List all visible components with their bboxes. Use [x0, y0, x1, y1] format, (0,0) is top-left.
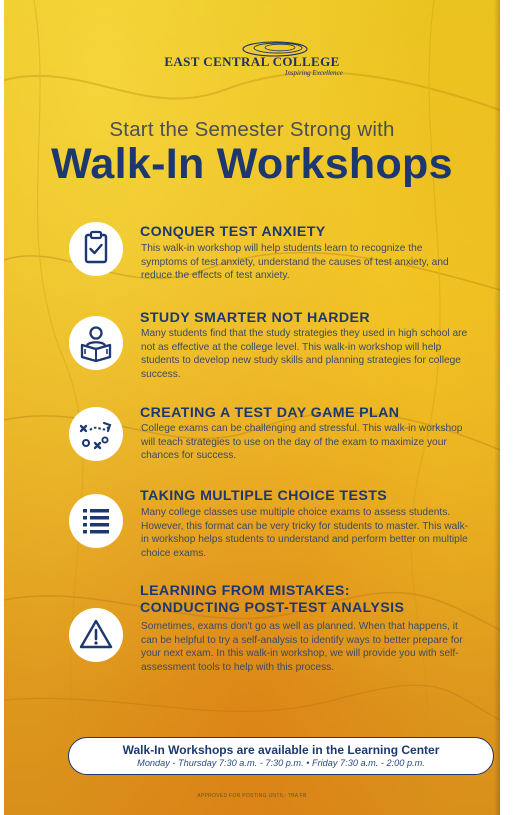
workshop-description: This walk-in workshop will help students learn to recognize the symptoms of test anxiety, understand the causes of test anxiety, and reduce the effects of test anxiety.: [141, 243, 449, 282]
warning-icon: [69, 608, 123, 662]
person-reading-icon: [69, 316, 123, 370]
workshop-flyer: [4, 0, 500, 815]
workshop-description: College exams can be challenging and stressful. This walk-in workshop will teach strategies to use on the day of the exam to maximize your chances for success.: [141, 423, 463, 462]
availability-text: Walk-In Workshops are available in the Learning Center: [122, 743, 440, 757]
workshop-title: CONQUER TEST ANXIETY: [140, 224, 326, 240]
workshop-description: Many students find that the study strategies they used in high school are not as effective at the college level. This walk-in workshop will help students to develop new study skills and planning strategies for college success.: [141, 328, 468, 380]
hours-text: Monday - Thursday 7:30 a.m. - 7:30 p.m. • Friday 7:30 a.m. - 2:00 p.m.: [137, 758, 425, 768]
game-plan-icon: [69, 407, 123, 461]
workshop-title: STUDY SMARTER NOT HARDER: [140, 310, 371, 326]
workshop-title-line1: LEARNING FROM MISTAKES:: [140, 583, 350, 599]
workshop-title: TAKING MULTIPLE CHOICE TESTS: [140, 488, 388, 504]
poster-subtitle: Start the Semester Strong with: [109, 118, 395, 141]
workshop-title-line2: CONDUCTING POST-TEST ANALYSIS: [140, 600, 405, 616]
college-name: EAST CENTRAL COLLEGE: [164, 54, 340, 69]
poster-title: Walk-In Workshops: [51, 140, 453, 188]
posting-approval: APPROVED FOR POSTING UNTIL: TBA FB: [197, 793, 307, 799]
clipboard-check-icon: [69, 222, 123, 276]
workshop-description: Many college classes use multiple choice exams to assess students. However, this format can be very tricky for students to master. This walk-in workshop helps students to understand and perform better on multiple choice exams.: [141, 507, 469, 559]
workshop-title: CREATING A TEST DAY GAME PLAN: [140, 405, 400, 421]
workshop-description: Sometimes, exams don't go as well as planned. When that happens, it can be helpful to try a self-analysis to identify ways to better prepare for your next exam. In this walk-in workshop, we will provide you with self-assessment tools to help with this process.: [141, 621, 463, 673]
learning-center-hours-box: [68, 737, 494, 775]
list-icon: [69, 494, 123, 548]
college-tagline: Inspiring Excellence: [285, 69, 343, 77]
